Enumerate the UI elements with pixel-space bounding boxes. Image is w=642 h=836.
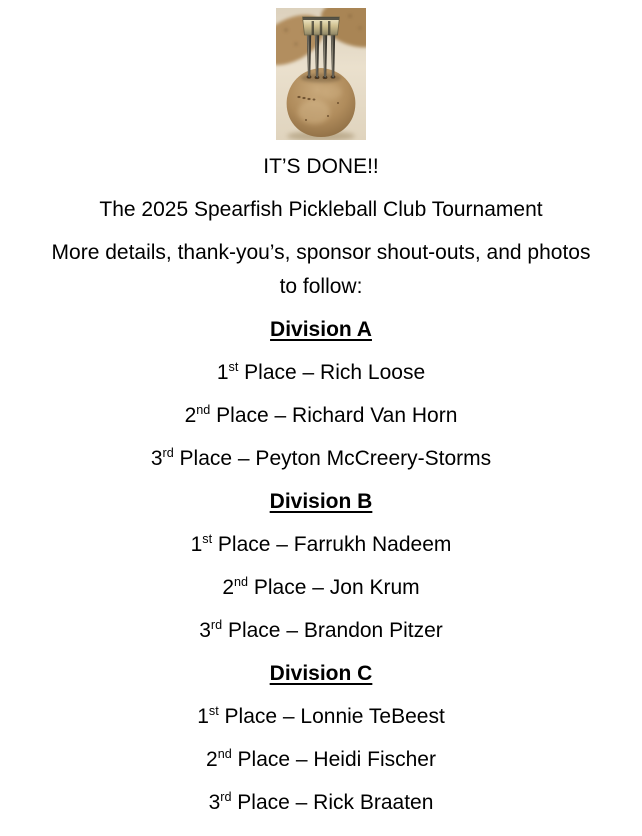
place-ordinal: rd [210, 618, 223, 632]
place-ordinal: nd [234, 575, 249, 589]
details-note-line-1: More details, thank-you’s, sponsor shout-outs, and photos [51, 241, 591, 264]
place-ordinal: st [208, 704, 219, 718]
place-line [0, 399, 642, 433]
place-text: Place – Farrukh Nadeem [212, 533, 452, 556]
place-ordinal: st [228, 360, 239, 374]
place-text: Place – Brandon Pitzer [222, 619, 443, 642]
place-line [0, 786, 642, 820]
place-rank: 1 [190, 533, 203, 556]
place-rank: 2 [184, 404, 197, 427]
details-note-line-2: to follow: [279, 275, 363, 298]
place-text: Place – Rick Braaten [231, 791, 434, 814]
place-line [0, 614, 642, 648]
place-rank: 3 [208, 791, 221, 814]
place-line [0, 571, 642, 605]
place-text: Place – Richard Van Horn [210, 404, 458, 427]
place-ordinal: rd [162, 446, 174, 460]
division-b-title: Division B [269, 490, 373, 513]
place-ordinal: st [202, 532, 213, 546]
place-ordinal: nd [217, 747, 232, 761]
place-rank: 1 [216, 361, 229, 384]
place-text: Place – Rich Loose [238, 361, 426, 384]
place-rank: 2 [222, 576, 235, 599]
place-line [0, 743, 642, 777]
tournament-title: The 2025 Spearfish Pickleball Club Tournament [99, 198, 543, 221]
place-ordinal: nd [196, 403, 211, 417]
place-ordinal: rd [220, 790, 232, 804]
place-text: Place – Lonnie TeBeest [218, 705, 445, 728]
details-note [41, 236, 601, 304]
place-text: Place – Heidi Fischer [231, 748, 436, 771]
place-line [0, 700, 642, 734]
place-line [0, 442, 642, 476]
division-a-title: Division A [270, 318, 372, 341]
place-rank: 3 [199, 619, 211, 642]
potato-fork-photo [276, 8, 366, 140]
division-c-title: Division C [269, 662, 373, 685]
place-rank: 3 [150, 447, 163, 470]
place-text: Place – Peyton McCreery-Storms [173, 447, 492, 470]
announcement-document [0, 8, 642, 820]
place-line [0, 528, 642, 562]
place-rank: 1 [197, 705, 209, 728]
place-text: Place – Jon Krum [248, 576, 420, 599]
place-line [0, 356, 642, 390]
place-rank: 2 [206, 748, 218, 771]
headline: IT’S DONE!! [263, 155, 379, 178]
